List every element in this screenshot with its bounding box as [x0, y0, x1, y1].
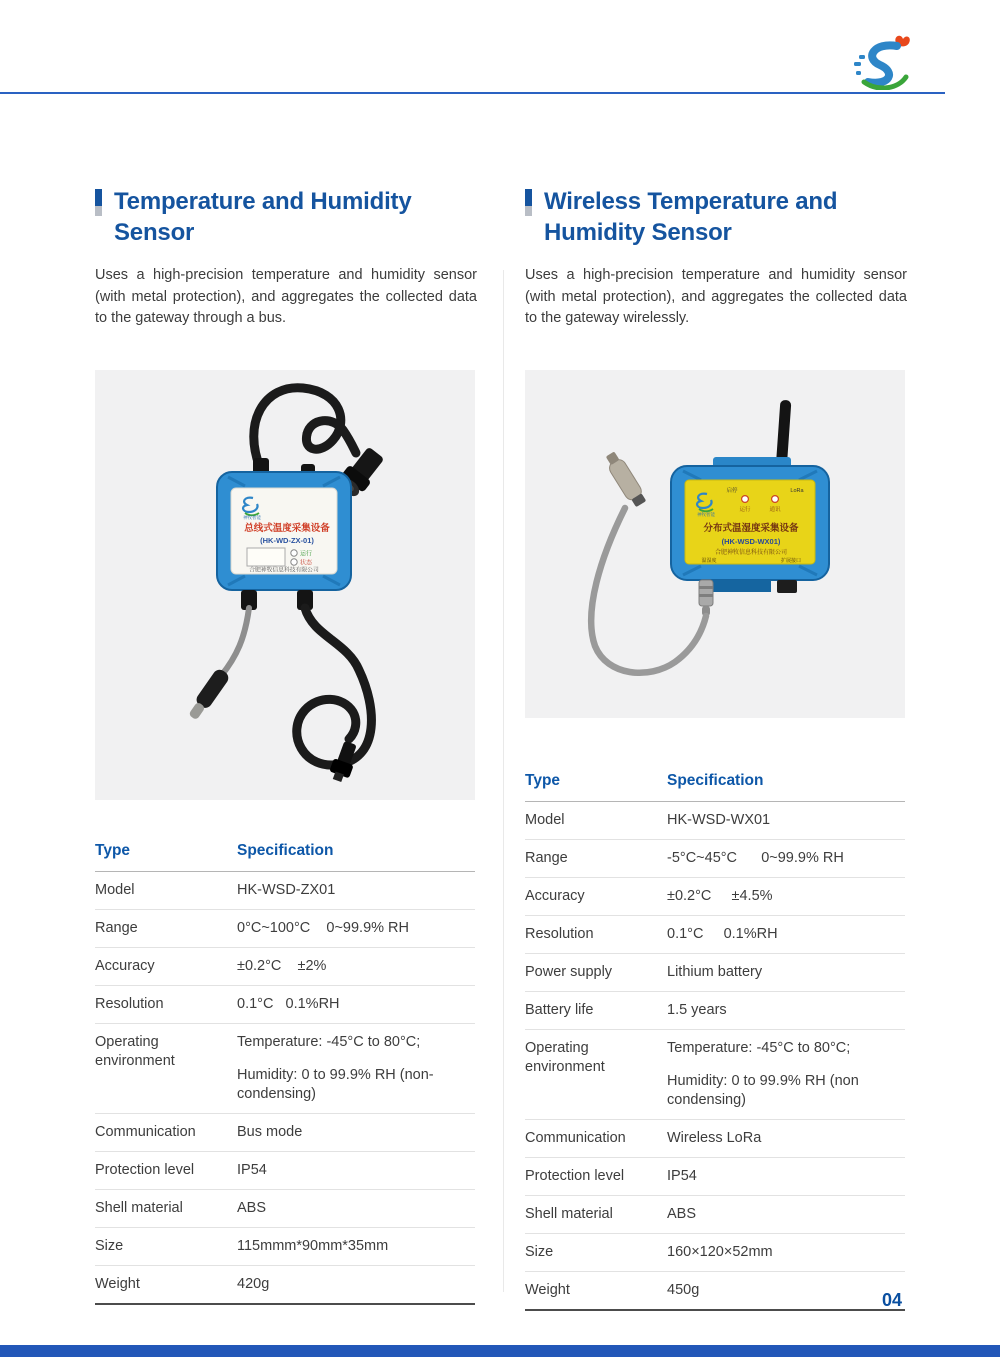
- device-model: (HK-WD-ZX-01): [260, 536, 314, 545]
- device-product-name: 分布式温湿度采集设备: [703, 523, 799, 534]
- table-row: [525, 802, 905, 840]
- spec-table-bus-sensor: [95, 836, 475, 1305]
- spec-row-label: Operating environment: [525, 1040, 605, 1075]
- spec-row-value: ABS: [237, 1200, 267, 1216]
- product-photo-wireless-sensor: [525, 370, 905, 718]
- table-row: [525, 992, 905, 1030]
- table-row: [525, 1196, 905, 1234]
- table-row: [95, 1114, 475, 1152]
- table-row: [525, 1234, 905, 1272]
- table-row: [95, 1190, 475, 1228]
- spec-row-label: Protection level: [525, 1168, 625, 1184]
- device-led-label-comm: 通讯: [769, 507, 781, 513]
- spec-row-label: Accuracy: [525, 888, 585, 904]
- sensor-probe-icon: [186, 667, 231, 722]
- spec-row-value: HK-WSD-WX01: [667, 812, 771, 828]
- spec-row-label: Communication: [95, 1124, 196, 1140]
- spec-row-label: Accuracy: [95, 958, 155, 974]
- section-title: Temperature and Humidity Sensor: [114, 188, 412, 246]
- device-company: 合肥神牧信息科技有限公司: [714, 550, 788, 556]
- device-led-label-run: 运行: [300, 551, 313, 558]
- table-row: [95, 872, 475, 910]
- spec-row-label: Model: [95, 882, 135, 898]
- spec-row-label: Communication: [525, 1130, 626, 1146]
- device-label-bottomright: 扩展接口: [780, 558, 802, 564]
- table-row: [525, 840, 905, 878]
- spec-row-label: Weight: [95, 1276, 140, 1292]
- section-title: Wireless Temperature and Humidity Sensor: [544, 188, 838, 246]
- table-row: [525, 878, 905, 916]
- spec-row-value: 420g: [237, 1276, 270, 1292]
- table-row: [95, 986, 475, 1024]
- spec-table-header: [95, 836, 475, 872]
- spec-row-label: Protection level: [95, 1162, 195, 1178]
- section-marker: [95, 189, 102, 216]
- spec-row-value: ±0.2°C ±2%: [237, 958, 327, 974]
- spec-row-value: 1.5 years: [667, 1002, 727, 1018]
- device-label-bottomleft: 温湿度: [701, 558, 717, 564]
- spec-row-label: Resolution: [525, 926, 594, 942]
- header-rule: [0, 92, 945, 94]
- spec-row-value: 115mmm*90mm*35mm: [237, 1238, 389, 1254]
- company-logo-icon: [850, 32, 914, 90]
- device-led-label-status: 状态: [300, 560, 313, 567]
- table-row: [525, 916, 905, 954]
- table-row: [95, 1152, 475, 1190]
- device-logo-text: 神牧智能: [243, 515, 261, 520]
- spec-row-value: Temperature: -45°C to 80°C; Humidity: 0 to 99.9% RH (non-condensing): [237, 1034, 434, 1102]
- col-type: Type: [95, 842, 131, 859]
- spec-row-label: Shell material: [525, 1206, 613, 1222]
- spec-row-label: Model: [525, 812, 565, 828]
- table-row: [525, 954, 905, 992]
- spec-row-label: Range: [525, 850, 568, 866]
- table-row: [525, 1120, 905, 1158]
- spec-table-header: [525, 766, 905, 802]
- spec-row-value: -5°C~45°C 0~99.9% RH: [667, 850, 844, 866]
- table-row: [525, 1272, 905, 1311]
- section-marker: [525, 189, 532, 216]
- spec-row-label: Operating environment: [95, 1034, 175, 1069]
- device-model: (HK-WSD-WX01): [721, 537, 781, 546]
- section-wireless-sensor-header: [525, 186, 907, 330]
- device-label-topleft: 启停: [726, 488, 738, 494]
- col-specification: Specification: [237, 842, 334, 859]
- spec-row-label: Shell material: [95, 1200, 183, 1216]
- spec-row-label: Size: [525, 1244, 554, 1260]
- spec-row-value: Lithium battery: [667, 964, 763, 980]
- col-specification: Specification: [667, 772, 764, 789]
- spec-row-value: 0.1°C 0.1%RH: [667, 926, 778, 942]
- device-logo-text: 神牧智能: [697, 512, 715, 517]
- spec-row-value: Bus mode: [237, 1124, 303, 1140]
- sensor-probe-icon: [602, 450, 648, 509]
- spec-row-value: IP54: [667, 1168, 697, 1184]
- table-row: [95, 1228, 475, 1266]
- device-label-lora: LoRa: [790, 488, 804, 494]
- device-product-name: 总线式温度采集设备: [244, 523, 330, 534]
- sensor-connector-icon: [699, 580, 713, 616]
- table-row: [95, 1266, 475, 1305]
- spec-row-label: Power supply: [525, 964, 613, 980]
- spec-row-label: Size: [95, 1238, 124, 1254]
- spec-row-value: 160×120×52mm: [667, 1244, 773, 1260]
- spec-row-label: Battery life: [525, 1002, 594, 1018]
- col-type: Type: [525, 772, 561, 789]
- section-bus-sensor-header: [95, 186, 477, 330]
- device-led-label-run: 运行: [739, 507, 751, 513]
- spec-row-value: ±0.2°C ±4.5%: [667, 888, 773, 904]
- spec-table-wireless-sensor: [525, 766, 905, 1311]
- spec-row-value: Wireless LoRa: [667, 1130, 762, 1146]
- table-row: [525, 1030, 905, 1120]
- product-photo-bus-sensor: [95, 370, 475, 800]
- spec-row-label: Resolution: [95, 996, 164, 1012]
- section-description: Uses a high-precision temperature and humidity sensor (with metal protection), and aggregates the collected data to the gateway through a bus.: [95, 267, 477, 326]
- spec-row-label: Range: [95, 920, 138, 936]
- spec-row-value: 0.1°C 0.1%RH: [237, 996, 340, 1012]
- spec-row-label: Weight: [525, 1282, 570, 1298]
- spec-row-value: ABS: [667, 1206, 697, 1222]
- table-row: [95, 910, 475, 948]
- column-divider: [503, 270, 504, 1292]
- spec-row-value: IP54: [237, 1162, 267, 1178]
- spec-row-value: 450g: [667, 1282, 700, 1298]
- table-row: [95, 948, 475, 986]
- table-row: [95, 1024, 475, 1114]
- section-description: Uses a high-precision temperature and humidity sensor (with metal protection), and aggregates the collected data to the gateway wirelessly.: [525, 267, 907, 326]
- device-company: 合肥神牧信息科技有限公司: [249, 567, 319, 574]
- spec-row-value: 0°C~100°C 0~99.9% RH: [237, 920, 409, 936]
- table-row: [525, 1158, 905, 1196]
- footer-bar: [0, 1345, 1000, 1357]
- spec-row-value: HK-WSD-ZX01: [237, 882, 336, 898]
- page-number: 04: [882, 1290, 903, 1310]
- spec-row-value: Temperature: -45°C to 80°C; Humidity: 0 to 99.9% RH (non condensing): [667, 1040, 863, 1108]
